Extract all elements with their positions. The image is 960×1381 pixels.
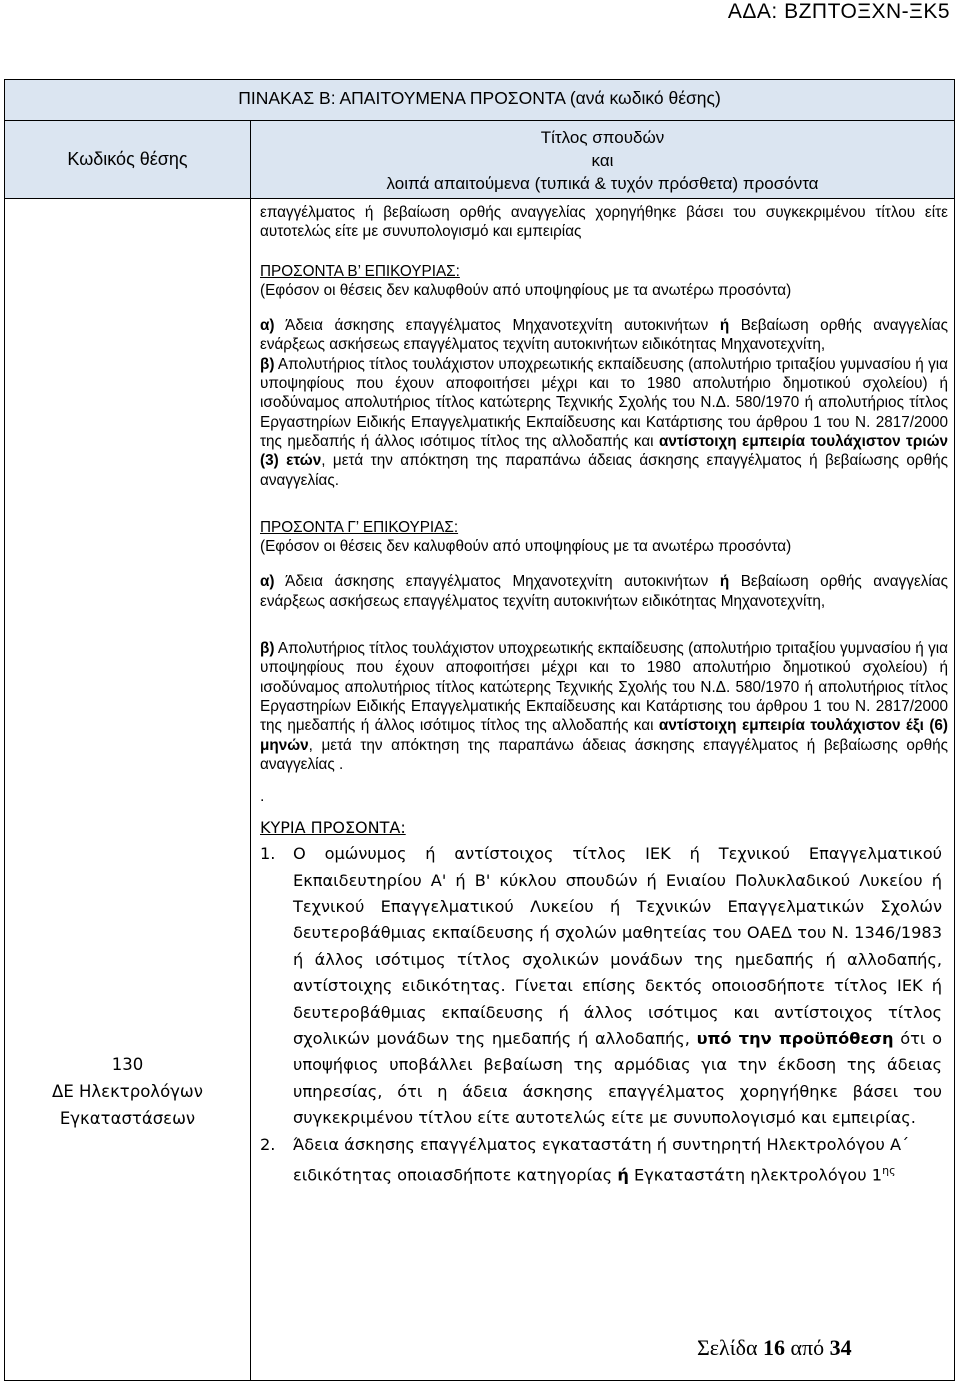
position-code — [5, 1051, 250, 1132]
requirements-table — [4, 79, 955, 1381]
item-b-label: β) — [260, 640, 275, 658]
or-text: ή — [719, 317, 730, 335]
page-footer: Σελίδα 16 από 34 — [697, 1335, 852, 1360]
secondary-c-item-a: α) Άδεια άσκησης επαγγέλματος Μηχανοτεχνίτη αυτοκινήτων ή Βεβαίωση ορθής αναγγελίας ενάρξεως ασκήσεως επαγγέλματος τεχνίτη αυτοκινήτων ειδικότητας Μηχανοτεχνίτη, — [260, 573, 949, 610]
or-text: ή — [617, 1165, 629, 1185]
table-title: ΠΙΝΑΚΑΣ Β: ΑΠΑΙΤΟΥΜΕΝΑ ΠΡΟΣΟΝΤΑ (ανά κωδικό θέσης) — [5, 80, 955, 121]
item-number: 1. — [260, 844, 276, 864]
secondary-b-condition: (Εφόσον οι θέσεις δεν καλυφθούν από υποψηφίους με τα ανωτέρω προσόντα) — [260, 281, 792, 299]
column-header-line1: Τίτλος σπουδών — [540, 128, 665, 147]
position-code-title-line2: Εγκαταστάσεων — [59, 1109, 196, 1128]
secondary-c-condition: (Εφόσον οι θέσεις δεν καλυφθούν από υποψηφίους με τα ανωτέρω προσόντα) — [260, 538, 792, 556]
page-number: 16 — [763, 1335, 786, 1360]
secondary-b-item-a: α) Άδεια άσκησης επαγγέλματος Μηχανοτεχνίτη αυτοκινήτων ή Βεβαίωση ορθής αναγγελίας ενάρξεως ασκήσεως επαγγέλματος τεχνίτη αυτοκινήτων ειδικότητας Μηχανοτεχνίτη, — [260, 317, 949, 354]
main-qualification-2: 2. Άδεια άσκησης επαγγέλματος εγκαταστάτη ή συντηρητή Ηλεκτρολόγου Α΄ ειδικότητας οποιασδήποτε κατηγορίας ή Εγκαταστάτη ηλεκτρολόγου $1^{\eta\varsigma}$ — [260, 1132, 948, 1189]
position-code-cell — [5, 199, 251, 1381]
ordinal-suffix: ης — [882, 1164, 896, 1177]
or-text: ή — [719, 573, 730, 591]
item-b-label: β) — [260, 355, 275, 373]
experience-requirement: αντίστοιχη εμπειρία τουλάχιστον τριών (3) ετών — [260, 432, 949, 470]
experience-requirement: αντίστοιχη εμπειρία τουλάχιστον έξι (6) μηνών — [260, 717, 949, 754]
position-code-number: 130 — [111, 1055, 144, 1074]
item-a-label: α) — [260, 317, 275, 335]
ada-code: ΑΔΑ: ΒΖΠΤΟΞΧΝ-ΞΚ5 — [727, 0, 950, 23]
column-header-title — [251, 121, 955, 199]
column-header-code: Κωδικός θέσης — [5, 121, 251, 199]
secondary-c-item-b: β) Απολυτήριος τίτλος τουλάχιστον υποχρεωτικής εκπαίδευσης (απολυτήριο τριταξίου γυμνασίου ή για υποψηφίους που έχουν αποφοιτήσει μέχρι και το 1980 απολυτήριο δημοτικού σχολείου) ή ισοδύναμος απολυτήριος τίτλος κατώτερης Τεχνικής Σχολής του Ν.Δ. 580/1970 ή απολυτήριος τίτλος Εργαστηρίων Ειδικής Επαγγελματικής Εκπαίδευσης και Κατάρτισης του άρθρου 1 του Ν. 2817/2000 της ημεδαπής ή άλλος ισότιμος τίτλος της αλλοδαπής και αντίστοιχη εμπειρία τουλάχιστον έξι (6) μηνών, μετά την απόκτηση της παραπάνω άδειας άσκησης επαγγέλματος ή βεβαίωσης ορθής αναγγελίας . — [260, 640, 949, 773]
dot-marker: . — [260, 788, 265, 806]
page-total: 34 — [829, 1335, 852, 1360]
item-number: 2. — [260, 1134, 276, 1154]
item-a-label: α) — [260, 573, 275, 591]
column-header-line3: λοιπά απαιτούμενα (τυπικά & τυχόν πρόσθετα) προσόντα — [386, 174, 819, 193]
column-header-line2: και — [591, 151, 614, 170]
secondary-b-heading: ΠΡΟΣΟΝΤΑ Β’ ΕΠΙΚΟΥΡΙΑΣ: — [260, 262, 460, 280]
qualifications-cell — [251, 199, 955, 1381]
secondary-b-item-b: β) Απολυτήριος τίτλος τουλάχιστον υποχρεωτικής εκπαίδευσης (απολυτήριο τριταξίου γυμνασίου ή για υποψηφίους που έχουν αποφοιτήσει μέχρι και το 1980 απολυτήριο δημοτικού σχολείου) ή ισοδύναμος απολυτήριος τίτλος κατώτερης Τεχνικής Σχολής του Ν.Δ. 580/1970 ή απολυτήριος τίτλος Εργαστηρίων Ειδικής Επαγγελματικής Εκπαίδευσης και Κατάρτισης του άρθρου 1 του Ν. 2817/2000 της ημεδαπής ή άλλος ισότιμος τίτλος της αλλοδαπής και αντίστοιχη εμπειρία τουλάχιστον τριών (3) ετών, μετά την απόκτηση της παραπάνω άδειας άσκησης επαγγέλματος ή βεβαίωσης ορθής αναγγελίας. — [260, 355, 949, 489]
main-qualification-1: 1. Ο ομώνυμος ή αντίστοιχος τίτλος ΙΕΚ ή Τεχνικού Επαγγελματικού Εκπαιδευτηρίου Α' ή Β' κύκλου σπουδών ή Ενιαίου Πολυκλαδικού Λυκείου ή Τεχνικού Επαγγελματικού Λυκείου ή Τεχνικών Επαγγελματικών Σχολών δευτεροβάθμιας εκπαίδευσης ή σχολών μαθητείας του ΟΑΕΔ του Ν. 1346/1983 ή άλλος ισότιμος τίτλος σχολικών μονάδων της ημεδαπής ή αλλοδαπής, αντίστοιχης ειδικότητας. Γίνεται επίσης δεκτός οποιοσδήποτε τίτλος ΙΕΚ ή δευτεροβάθμιας εκπαίδευσης ή άλλος ισότιμος και αντίστοιχος τίτλος σχολικών μονάδων της ημεδαπής ή αλλοδαπής, υπό την προϋπόθεση ότι ο υποψήφιος υποβάλλει βεβαίωση της αρμόδιας για την έκδοση της άδειας υπηρεσίας, ότι η άδεια άσκησης επαγγέλματος χορηγήθηκε βάσει του συγκεκριμένου τίτλου είτε αυτοτελώς είτε με συνυπολογισμό και εμπειρίας. — [260, 841, 948, 1131]
main-qualifications-heading: ΚΥΡΙΑ ΠΡΟΣΟΝΤΑ: — [260, 818, 406, 838]
position-code-title-line1: ΔΕ Ηλεκτρολόγων — [52, 1082, 203, 1101]
continuation-text: επαγγέλματος ή βεβαίωση ορθής αναγγελίας χορηγήθηκε βάσει του συγκεκριμένου τίτλου είτε αυτοτελώς είτε με συνυπολογισμό και εμπειρίας — [260, 204, 949, 241]
condition-emphasis: υπό την προϋπόθεση — [696, 1028, 894, 1048]
secondary-c-heading: ΠΡΟΣΟΝΤΑ Γ’ ΕΠΙΚΟΥΡΙΑΣ: — [260, 518, 459, 536]
